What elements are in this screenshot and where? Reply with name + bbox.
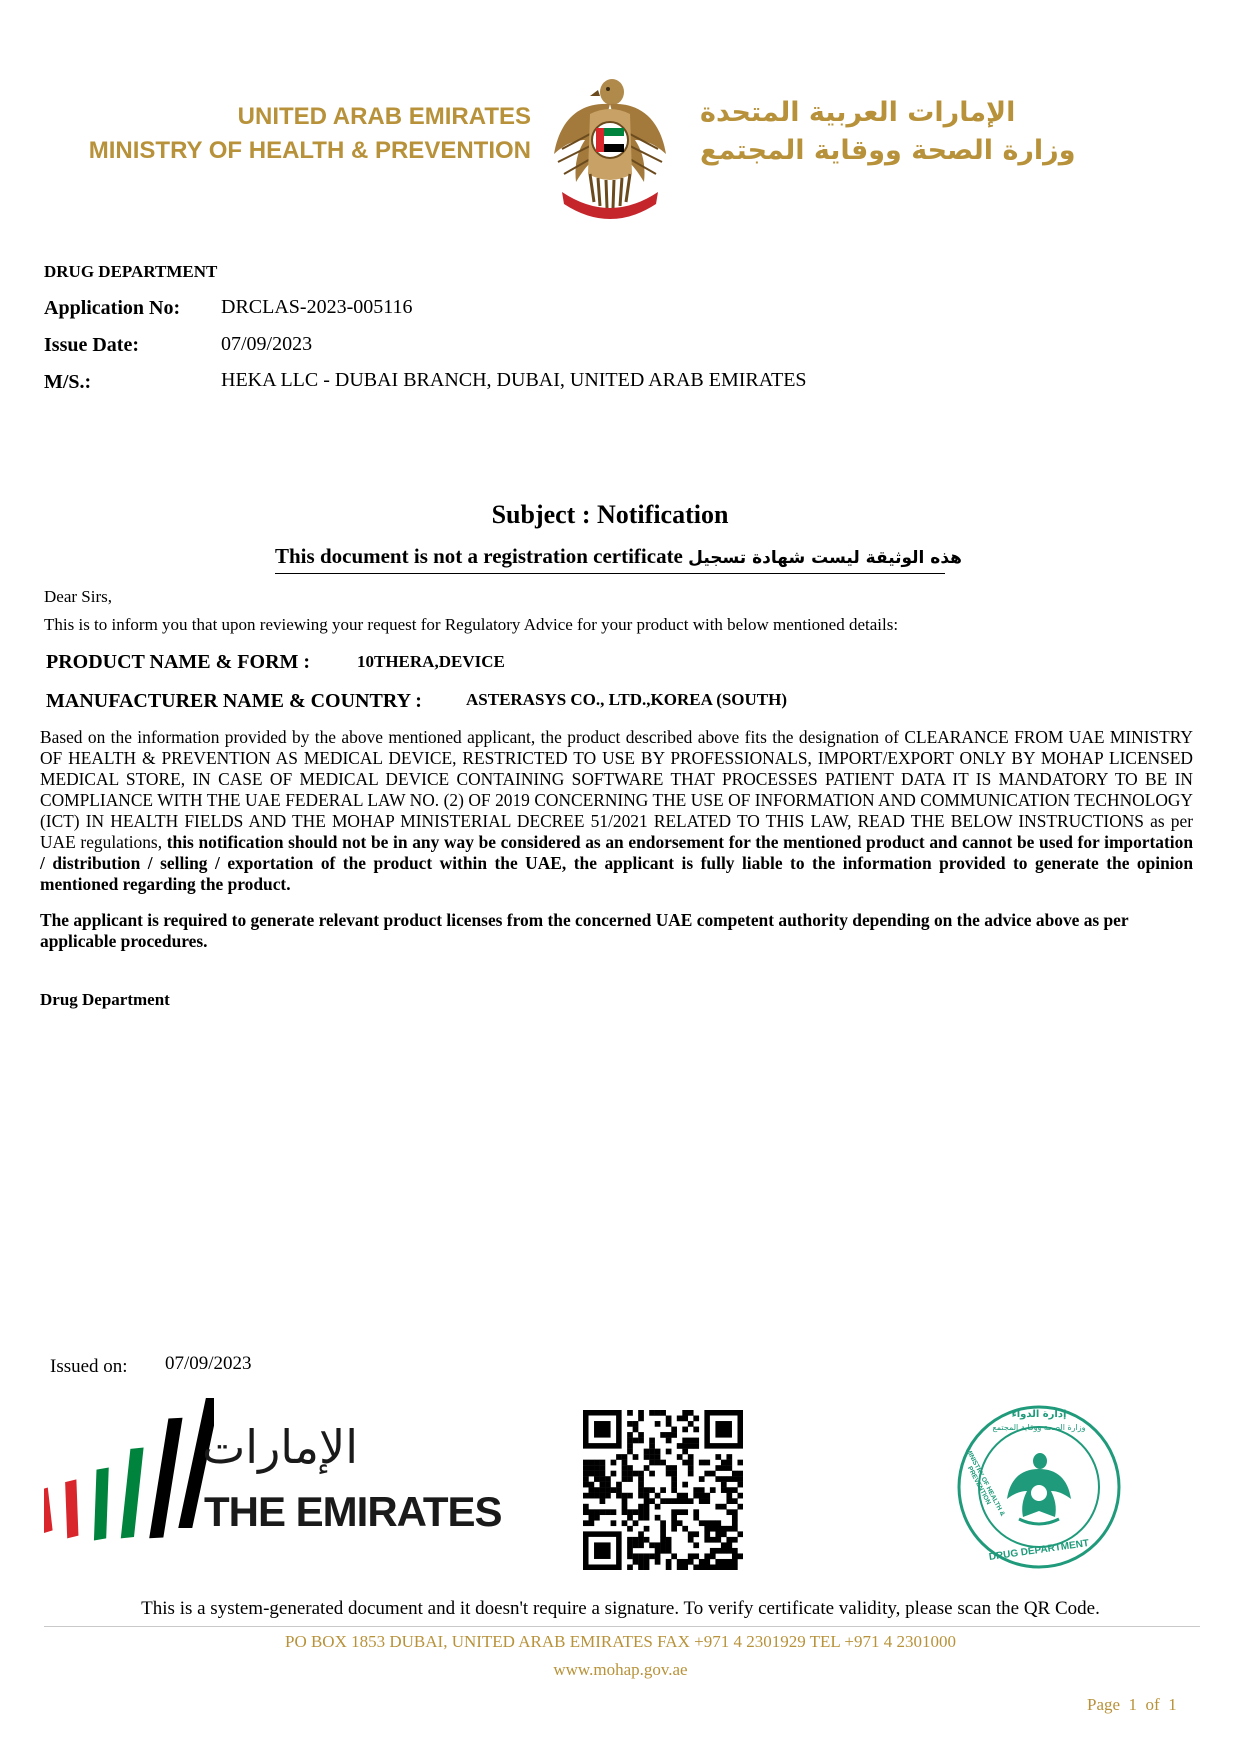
page-current: 1 xyxy=(1128,1695,1138,1714)
header-ministry-en: MINISTRY OF HEALTH & PREVENTION xyxy=(88,137,531,164)
issued-on-date: 07/09/2023 xyxy=(165,1353,252,1374)
page-label: Page xyxy=(1087,1695,1121,1714)
header-ministry-ar: وزارة الصحة ووقاية المجتمع xyxy=(700,135,1076,166)
ms-value: HEKA LLC - DUBAI BRANCH, DUBAI, UNITED ARAB EMIRATES xyxy=(221,369,807,391)
stamp-bottom-en: DRUG DEPARTMENT xyxy=(988,1538,1090,1563)
qr-code-icon xyxy=(583,1410,743,1570)
ms-label: M/S.: xyxy=(44,371,92,393)
greeting: Dear Sirs, xyxy=(44,587,112,606)
footer-address: PO BOX 1853 DUBAI, UNITED ARAB EMIRATES FAX +971 4 2301929 TEL +971 4 2301000 xyxy=(284,1632,956,1651)
issue-date-label: Issue Date: xyxy=(44,334,139,356)
qr-code[interactable] xyxy=(583,1410,743,1570)
header-country-ar: الإمارات العربية المتحدة xyxy=(700,97,1016,128)
disclaimer-en: This document is not a registration certificate xyxy=(275,544,683,568)
product-name-label: PRODUCT NAME & FORM : xyxy=(46,651,311,673)
disclaimer xyxy=(275,544,962,574)
issue-date-value: 07/09/2023 xyxy=(221,333,313,355)
stamp-ring-en: MINISTRY OF HEALTH & PREVENTION xyxy=(964,1447,1006,1518)
disclaimer-ar: هذه الوثيقة ليست شهادة تسجيل xyxy=(688,548,962,568)
body-paragraph-1 xyxy=(40,727,1193,895)
signatory: Drug Department xyxy=(40,990,170,1009)
product-name-value: 10THERA,DEVICE xyxy=(357,652,505,671)
body-paragraph-1-normal: Based on the information provided by the above mentioned applicant, the product described above fits the designation of CLEARANCE FROM UAE MINISTRY OF HEALTH & PREVENTION AS MEDICAL DEVICE, RESTRICTED TO USE BY PROFESSIONALS, IMPORT/EXPORT ONLY BY MOHAP LICENSED MEDICAL STORE, IN CASE OF MEDICAL DEVICE CONTAINING SOFTWARE THAT PROCESSES PATIENT DATA IT IS MANDATORY TO BE IN COMPLIANCE WITH THE UAE FEDERAL LAW NO. (2) OF 2019 CONCERNING THE USE OF INFORMATION AND COMMUNICATION TECHNOLOGY (ICT) IN HEALTH FIELDS AND THE MOHAP MINISTERIAL DECREE 51/2021 RELATED TO THIS LAW, READ THE BELOW INSTRUCTIONS as per UAE regulations, xyxy=(40,727,1193,852)
footer-divider xyxy=(44,1626,1200,1627)
body-paragraph-1-bold: this notification should not be in any way be considered as an endorsement for the mentioned product and cannot be used for importation / distribution / selling / exportation of the product within the UAE, the applicant is fully liable to the information provided to generate the opinion mentioned regarding the product. xyxy=(40,832,1193,894)
emirates-stripes-icon xyxy=(44,1388,214,1558)
footer-note: This is a system-generated document and it doesn't require a signature. To verify certificate validity, please scan the QR Code. xyxy=(141,1598,1100,1619)
stamp-ring-ar: وزارة الصحة ووقاية المجتمع xyxy=(992,1423,1086,1432)
stamp-top-ar: إدارة الدواء xyxy=(1011,1409,1067,1420)
the-emirates-ar: الإمارات xyxy=(202,1420,358,1474)
body-paragraph-2: The applicant is required to generate relevant product licenses from the concerned UAE competent authority depending on the advice above as per applicable procedures. xyxy=(40,910,1129,951)
page-indicator xyxy=(1087,1695,1177,1715)
subject-title: Subject : Notification xyxy=(491,500,729,529)
uae-emblem-icon xyxy=(550,74,670,224)
issued-on-label: Issued on: xyxy=(50,1356,128,1377)
application-value: DRCLAS-2023-005116 xyxy=(221,296,413,318)
the-emirates-logo xyxy=(44,1388,502,1563)
application-label: Application No: xyxy=(44,297,181,319)
department-title: DRUG DEPARTMENT xyxy=(44,262,218,281)
the-emirates-en: THE EMIRATES xyxy=(204,1488,502,1535)
page-of: of xyxy=(1145,1695,1160,1714)
manufacturer-label: MANUFACTURER NAME & COUNTRY : xyxy=(46,690,422,712)
manufacturer-value: ASTERASYS CO., LTD.,KOREA (SOUTH) xyxy=(466,690,788,709)
header-country-en: UNITED ARAB EMIRATES xyxy=(237,103,531,130)
intro-text: This is to inform you that upon reviewing your request for Regulatory Advice for your product with below mentioned details: xyxy=(44,615,899,634)
footer-website[interactable]: www.mohap.gov.ae xyxy=(553,1660,688,1679)
page-total: 1 xyxy=(1168,1695,1177,1714)
drug-department-stamp xyxy=(955,1403,1123,1571)
